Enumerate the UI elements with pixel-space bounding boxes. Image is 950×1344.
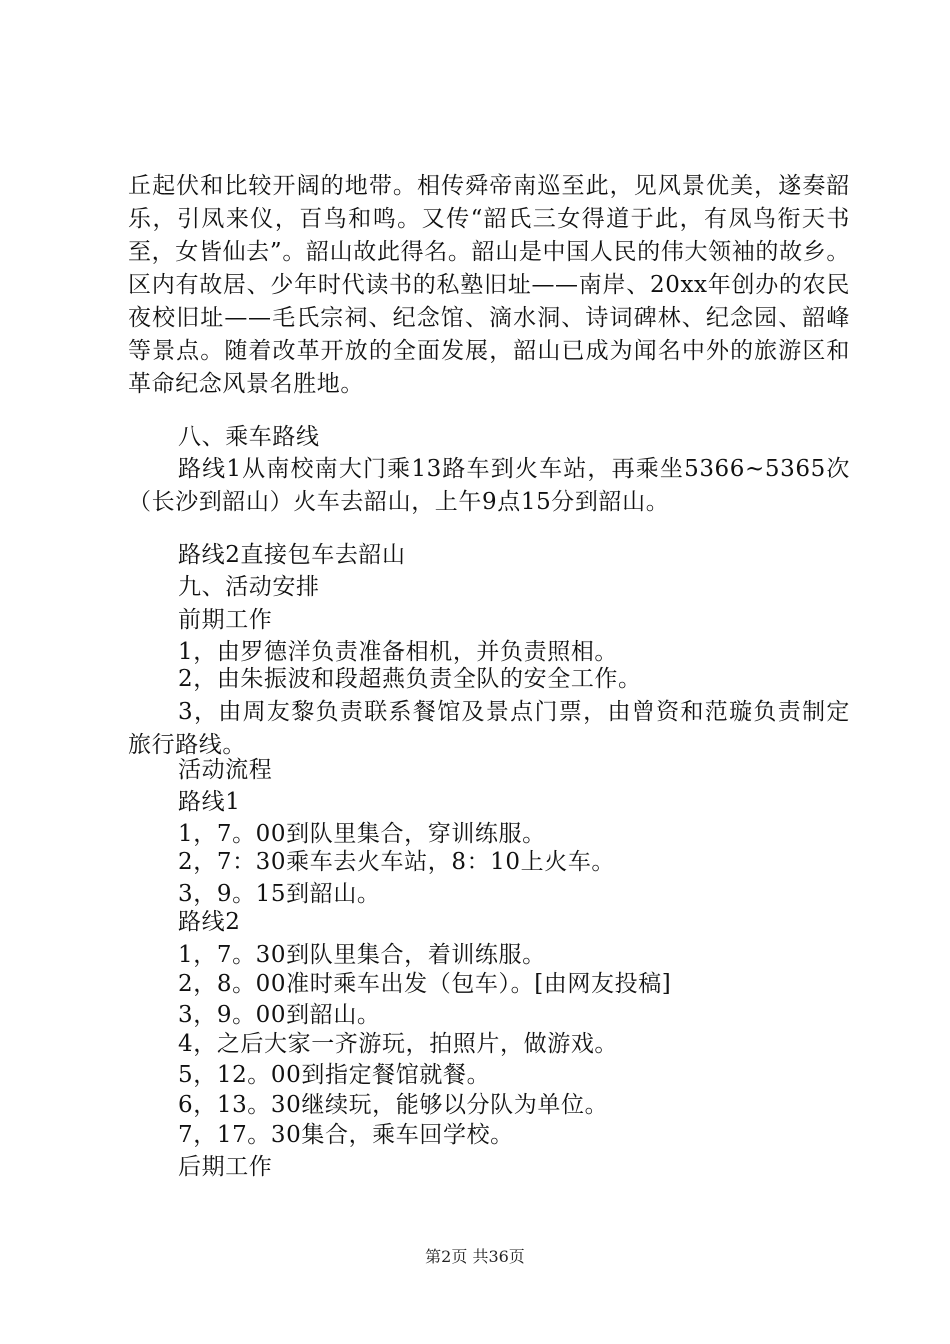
- flow-route-2-item-5: 5，12。00到指定餐馆就餐。: [178, 1062, 491, 1088]
- route-2-line: 路线2直接包车去韶山: [178, 542, 406, 568]
- page-footer: 第2页 共36页: [425, 1247, 525, 1266]
- flow-route-1-title: 路线1: [178, 789, 241, 815]
- flow-route-1-item-3: 3，9。15到韶山。: [178, 881, 381, 907]
- post-work-title: 后期工作: [178, 1154, 273, 1180]
- pre-work-item-1: 1，由罗德洋负责准备相机，并负责照相。: [178, 639, 619, 665]
- flow-route-1-item-2: 2，7：30乘车去火车站，8：10上火车。: [178, 849, 616, 875]
- pre-work-title: 前期工作: [178, 607, 273, 633]
- route-1-paragraph: 路线1从南校南大门乘13路车到火车站，再乘坐5366~5365次（长沙到韶山）火车去韶山，上午9点15分到韶山。: [128, 456, 850, 515]
- pre-work-item-2: 2，由朱振波和段超燕负责全队的安全工作。: [178, 666, 642, 692]
- flow-route-2-item-7: 7，17。30集合，乘车回学校。: [178, 1122, 514, 1148]
- flow-route-2-item-2: 2，8。00准时乘车出发（包车）。[由网友投稿]: [178, 971, 672, 997]
- section-8-title: 八、乘车路线: [178, 424, 320, 450]
- pre-work-item-3: 3，由周友黎负责联系餐馆及景点门票，由曾资和范璇负责制定旅行路线。: [128, 699, 850, 758]
- flow-route-2-item-6: 6，13。30继续玩，能够以分队为单位。: [178, 1092, 609, 1118]
- flow-route-2-title: 路线2: [178, 909, 241, 935]
- intro-paragraph: 丘起伏和比较开阔的地带。相传舜帝南巡至此，见风景优美，遂奏韶乐，引凤来仪，百鸟和鸣。又传“韶氏三女得道于此，有凤鸟衔天书至，女皆仙去”。韶山故此得名。韶山是中国人民的伟大领袖的故乡。区内有故居、少年时代读书的私塾旧址——南岸、20xx年创办的农民夜校旧址——毛氏宗祠、纪念馆、滴水洞、诗词碑林、纪念园、韶峰等景点。随着改革开放的全面发展，韶山已成为闻名中外的旅游区和革命纪念风景名胜地。: [128, 173, 850, 397]
- section-9-title: 九、活动安排: [178, 574, 320, 600]
- flow-route-2-item-4: 4，之后大家一齐游玩，拍照片，做游戏。: [178, 1031, 619, 1057]
- flow-route-2-item-1: 1，7。30到队里集合，着训练服。: [178, 942, 546, 968]
- flow-route-1-item-1: 1，7。00到队里集合，穿训练服。: [178, 821, 546, 847]
- flow-route-2-item-3: 3，9。00到韶山。: [178, 1002, 381, 1028]
- flow-title: 活动流程: [178, 757, 273, 783]
